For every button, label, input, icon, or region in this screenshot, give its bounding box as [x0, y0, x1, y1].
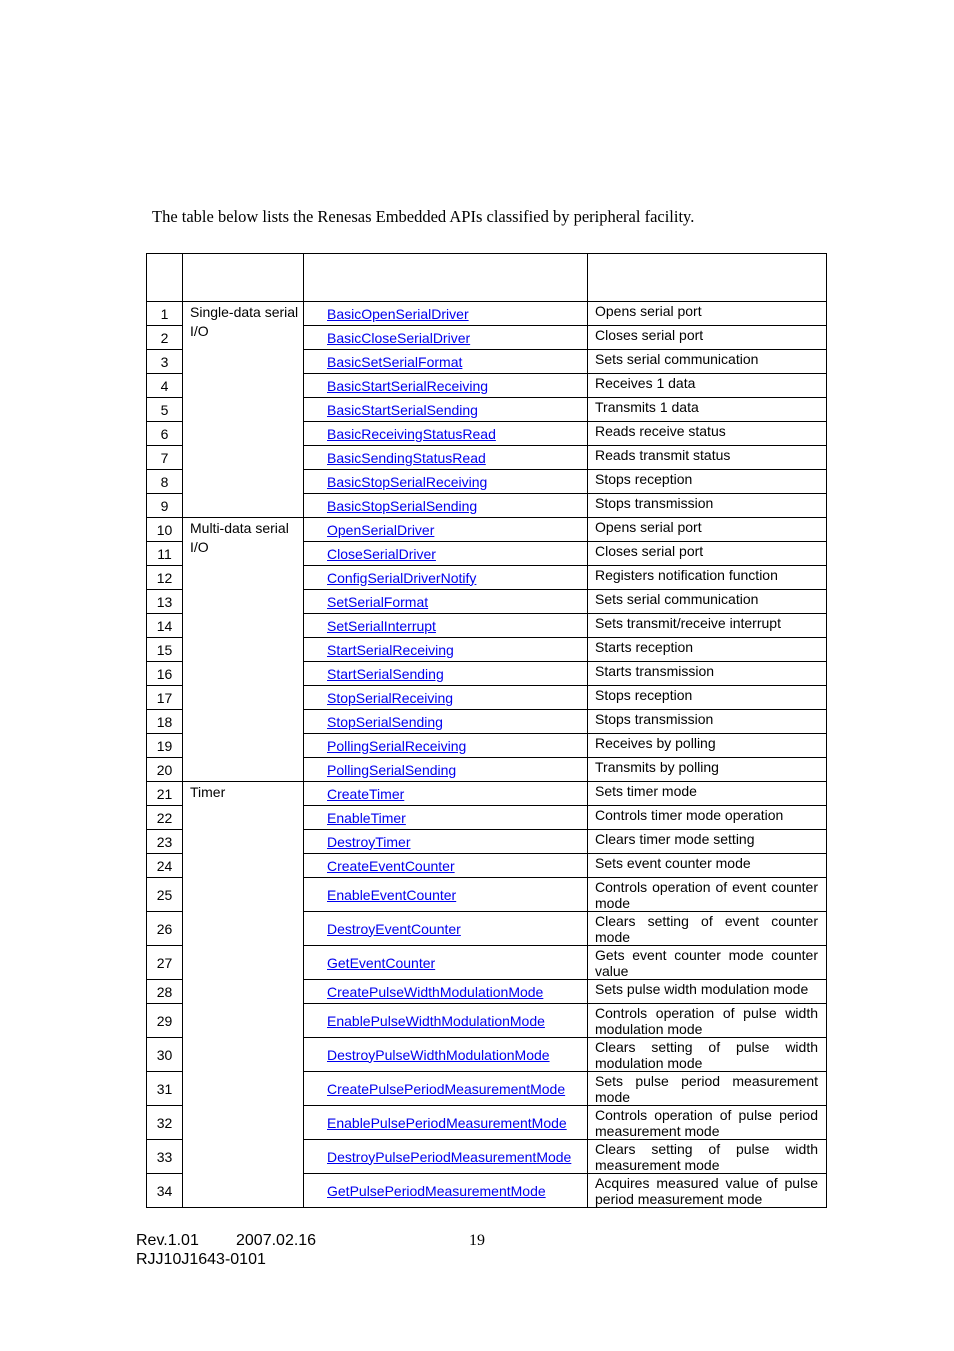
api-name-cell: [304, 1004, 588, 1038]
api-name-cell: [304, 758, 588, 782]
footer-doc-id: RJJ10J1643-0101: [136, 1251, 266, 1268]
api-link-label: OpenSerialDriver: [327, 521, 435, 538]
api-link[interactable]: [304, 786, 404, 802]
description-cell: Opens serial port: [588, 518, 827, 542]
api-link[interactable]: [304, 618, 436, 634]
description-cell: Starts transmission: [588, 662, 827, 686]
api-link-label: CloseSerialDriver: [327, 545, 436, 562]
api-link-label: PollingSerialReceiving: [327, 737, 467, 754]
api-name-cell: [304, 1106, 588, 1140]
api-name-cell: [304, 662, 588, 686]
api-name-cell: [304, 566, 588, 590]
api-link-label: CreateTimer: [327, 785, 405, 802]
row-number: 31: [147, 1072, 183, 1106]
description-cell: Controls operation of pulse period measurement mode: [588, 1106, 827, 1140]
category-cell: Single-data serial I/O: [183, 302, 304, 518]
description-cell: Clears timer mode setting: [588, 830, 827, 854]
api-name-cell: [304, 326, 588, 350]
description-cell: Closes serial port: [588, 542, 827, 566]
description-cell: Clears setting of pulse width measurement mode: [588, 1140, 827, 1174]
row-number: 9: [147, 494, 183, 518]
api-link[interactable]: [304, 378, 488, 394]
api-name-cell: [304, 350, 588, 374]
category-cell: Timer: [183, 782, 304, 1208]
api-link[interactable]: [304, 474, 487, 490]
api-link[interactable]: [304, 330, 470, 346]
api-link-label: StartSerialSending: [327, 665, 444, 682]
table-row: [147, 782, 827, 806]
header-cell-no: [147, 254, 183, 302]
description-cell: Controls timer mode operation: [588, 806, 827, 830]
page-number: 19: [469, 1232, 485, 1249]
footer-revision: Rev.1.01: [136, 1232, 199, 1249]
row-number: 28: [147, 980, 183, 1004]
api-name-cell: [304, 638, 588, 662]
row-number: 25: [147, 878, 183, 912]
description-cell: Sets pulse period measurement mode: [588, 1072, 827, 1106]
description-cell: Sets timer mode: [588, 782, 827, 806]
api-name-cell: [304, 590, 588, 614]
description-cell: Gets event counter mode counter value: [588, 946, 827, 980]
api-link[interactable]: [304, 570, 476, 586]
api-link-label: DestroyPulsePeriodMeasurementMode: [327, 1148, 572, 1165]
api-link[interactable]: [304, 546, 436, 562]
api-link[interactable]: [304, 1149, 571, 1165]
api-link-label: EnablePulseWidthModulationMode: [327, 1012, 545, 1029]
api-name-cell: [304, 710, 588, 734]
api-name-cell: [304, 686, 588, 710]
api-name-cell: [304, 422, 588, 446]
api-name-cell: [304, 912, 588, 946]
api-link-label: GetPulsePeriodMeasurementMode: [327, 1182, 546, 1199]
category-cell: Multi-data serial I/O: [183, 518, 304, 782]
api-link[interactable]: [304, 354, 462, 370]
api-link-label: StartSerialReceiving: [327, 641, 454, 658]
api-link[interactable]: [304, 1115, 567, 1131]
api-link[interactable]: [304, 1081, 565, 1097]
api-link-label: DestroyTimer: [327, 833, 411, 850]
footer-date: 2007.02.16: [236, 1232, 317, 1249]
api-link-label: BasicStartSerialReceiving: [327, 377, 489, 394]
header-cell-api: [304, 254, 588, 302]
api-link[interactable]: [304, 858, 455, 874]
intro-text: The table below lists the Renesas Embedded APIs classified by peripheral facility.: [152, 207, 695, 226]
description-cell: Starts reception: [588, 638, 827, 662]
api-link-label: DestroyEventCounter: [327, 920, 461, 937]
api-link-label: StopSerialSending: [327, 713, 443, 730]
api-link[interactable]: [304, 810, 406, 826]
description-cell: Receives 1 data: [588, 374, 827, 398]
row-number: 13: [147, 590, 183, 614]
api-link-label: SetSerialFormat: [327, 593, 429, 610]
row-number: 23: [147, 830, 183, 854]
api-link[interactable]: [304, 1183, 546, 1199]
description-cell: Controls operation of pulse width modulation mode: [588, 1004, 827, 1038]
row-number: 33: [147, 1140, 183, 1174]
api-link[interactable]: [304, 522, 434, 538]
row-number: 24: [147, 854, 183, 878]
api-name-cell: [304, 542, 588, 566]
api-link-label: DestroyPulseWidthModulationMode: [327, 1046, 550, 1063]
description-cell: Stops reception: [588, 470, 827, 494]
api-table: [146, 253, 827, 1208]
api-link-label: EnablePulsePeriodMeasurementMode: [327, 1114, 567, 1131]
api-name-cell: [304, 830, 588, 854]
api-link-label: BasicSendingStatusRead: [327, 449, 486, 466]
row-number: 34: [147, 1174, 183, 1208]
row-number: 11: [147, 542, 183, 566]
description-cell: Opens serial port: [588, 302, 827, 326]
api-link[interactable]: [304, 402, 478, 418]
api-name-cell: [304, 1174, 588, 1208]
api-link[interactable]: [304, 887, 456, 903]
description-cell: Transmits 1 data: [588, 398, 827, 422]
description-cell: Controls operation of event counter mode: [588, 878, 827, 912]
api-name-cell: [304, 614, 588, 638]
api-link-label: BasicStartSerialSending: [327, 401, 478, 418]
api-link[interactable]: [304, 306, 469, 322]
row-number: 18: [147, 710, 183, 734]
row-number: 15: [147, 638, 183, 662]
api-link-label: BasicReceivingStatusRead: [327, 425, 496, 442]
table-row: [147, 518, 827, 542]
api-link[interactable]: [304, 984, 543, 1000]
api-name-cell: [304, 1038, 588, 1072]
table-header-row: [147, 254, 827, 302]
api-name-cell: [304, 782, 588, 806]
description-cell: Sets transmit/receive interrupt: [588, 614, 827, 638]
row-number: 20: [147, 758, 183, 782]
api-name-cell: [304, 398, 588, 422]
api-link-label: EnableTimer: [327, 809, 406, 826]
api-link[interactable]: [304, 921, 461, 937]
description-cell: Stops transmission: [588, 710, 827, 734]
table-row: [147, 302, 827, 326]
description-cell: Sets pulse width modulation mode: [588, 980, 827, 1004]
row-number: 32: [147, 1106, 183, 1140]
api-link-label: PollingSerialSending: [327, 761, 457, 778]
api-link-label: CreateEventCounter: [327, 857, 455, 874]
header-cell-category: [183, 254, 304, 302]
api-link[interactable]: [304, 642, 454, 658]
api-table-body: [147, 302, 827, 1208]
api-name-cell: [304, 446, 588, 470]
header-cell-description: [588, 254, 827, 302]
api-name-cell: [304, 806, 588, 830]
api-link[interactable]: [304, 498, 477, 514]
description-cell: Sets event counter mode: [588, 854, 827, 878]
api-link[interactable]: [304, 834, 411, 850]
row-number: 5: [147, 398, 183, 422]
row-number: 8: [147, 470, 183, 494]
description-cell: Sets serial communication: [588, 590, 827, 614]
row-number: 22: [147, 806, 183, 830]
api-name-cell: [304, 980, 588, 1004]
description-cell: Reads receive status: [588, 422, 827, 446]
api-name-cell: [304, 1140, 588, 1174]
api-name-cell: [304, 1072, 588, 1106]
api-link[interactable]: [304, 450, 486, 466]
row-number: 4: [147, 374, 183, 398]
description-cell: Stops reception: [588, 686, 827, 710]
row-number: 30: [147, 1038, 183, 1072]
row-number: 2: [147, 326, 183, 350]
api-link-label: BasicStopSerialReceiving: [327, 473, 488, 490]
row-number: 6: [147, 422, 183, 446]
api-link-label: StopSerialReceiving: [327, 689, 454, 706]
description-cell: Receives by polling: [588, 734, 827, 758]
api-link-label: CreatePulseWidthModulationMode: [327, 983, 544, 1000]
description-cell: Acquires measured value of pulse period measurement mode: [588, 1174, 827, 1208]
api-link-label: EnableEventCounter: [327, 886, 457, 903]
api-link[interactable]: [304, 426, 496, 442]
row-number: 16: [147, 662, 183, 686]
row-number: 17: [147, 686, 183, 710]
api-link-label: BasicSetSerialFormat: [327, 353, 463, 370]
api-link-label: SetSerialInterrupt: [327, 617, 436, 634]
api-link[interactable]: [304, 666, 444, 682]
api-link-label: GetEventCounter: [327, 954, 436, 971]
api-name-cell: [304, 946, 588, 980]
row-number: 3: [147, 350, 183, 374]
row-number: 1: [147, 302, 183, 326]
row-number: 14: [147, 614, 183, 638]
api-link[interactable]: [304, 714, 443, 730]
api-name-cell: [304, 494, 588, 518]
description-cell: Registers notification function: [588, 566, 827, 590]
description-cell: Transmits by polling: [588, 758, 827, 782]
description-cell: Clears setting of event counter mode: [588, 912, 827, 946]
api-link-label: BasicCloseSerialDriver: [327, 329, 471, 346]
row-number: 29: [147, 1004, 183, 1038]
api-name-cell: [304, 470, 588, 494]
api-name-cell: [304, 374, 588, 398]
api-name-cell: [304, 854, 588, 878]
api-link[interactable]: [304, 1047, 550, 1063]
description-cell: Sets serial communication: [588, 350, 827, 374]
api-name-cell: [304, 878, 588, 912]
api-name-cell: [304, 734, 588, 758]
row-number: 10: [147, 518, 183, 542]
row-number: 19: [147, 734, 183, 758]
description-cell: Clears setting of pulse width modulation mode: [588, 1038, 827, 1072]
api-link[interactable]: [304, 955, 435, 971]
description-cell: Reads transmit status: [588, 446, 827, 470]
description-cell: Stops transmission: [588, 494, 827, 518]
row-number: 27: [147, 946, 183, 980]
api-link[interactable]: [304, 762, 456, 778]
api-name-cell: [304, 518, 588, 542]
row-number: 7: [147, 446, 183, 470]
api-link-label: BasicStopSerialSending: [327, 497, 478, 514]
api-link-label: ConfigSerialDriverNotify: [327, 569, 477, 586]
row-number: 26: [147, 912, 183, 946]
description-cell: Closes serial port: [588, 326, 827, 350]
api-link[interactable]: [304, 738, 466, 754]
api-link-label: BasicOpenSerialDriver: [327, 305, 469, 322]
row-number: 12: [147, 566, 183, 590]
api-link[interactable]: [304, 690, 453, 706]
api-link[interactable]: [304, 594, 428, 610]
row-number: 21: [147, 782, 183, 806]
api-link[interactable]: [304, 1013, 545, 1029]
api-name-cell: [304, 302, 588, 326]
api-link-label: CreatePulsePeriodMeasurementMode: [327, 1080, 566, 1097]
